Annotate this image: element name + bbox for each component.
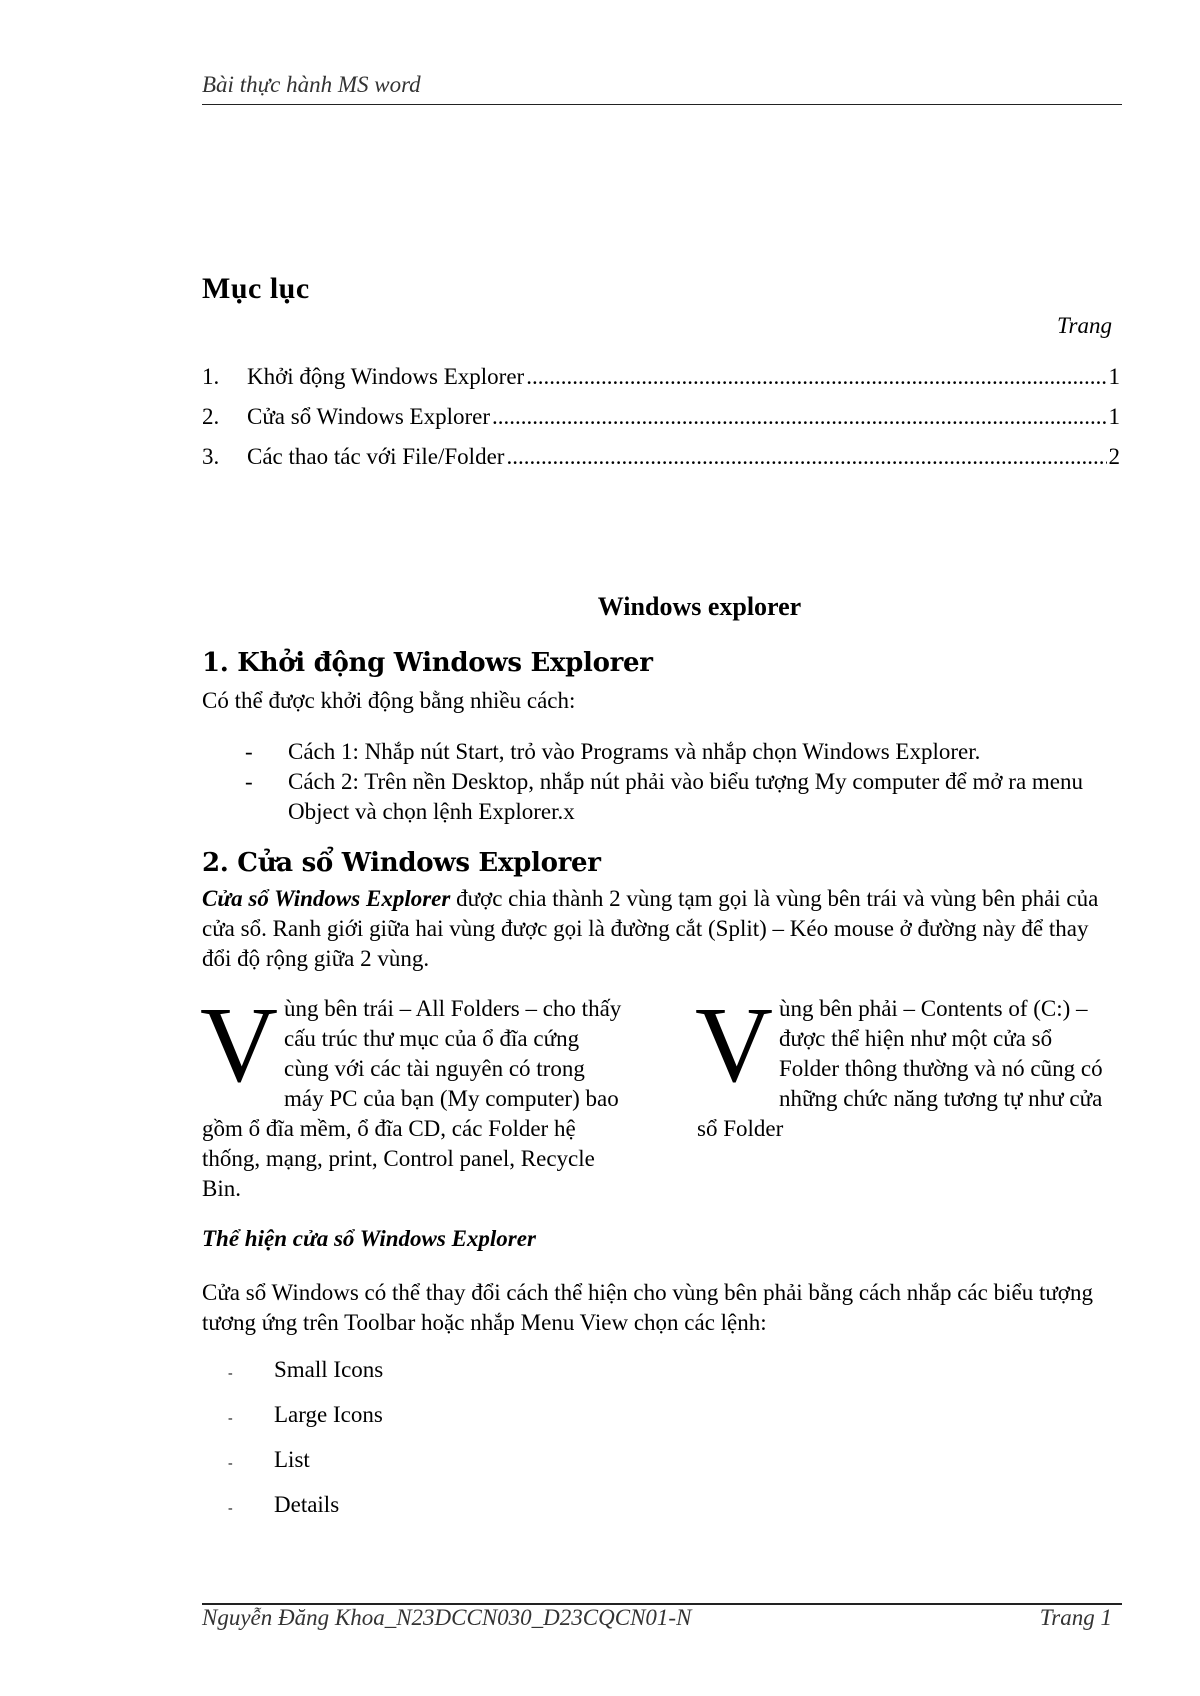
toc-entry-page: 1 [1108, 404, 1120, 429]
section-1-bullet-list [245, 737, 1120, 827]
toc-entry[interactable] [202, 404, 1120, 444]
bullet-text: Cách 1: Nhắp nút Start, trỏ vào Programs và nhắp chọn Windows Explorer. [288, 739, 981, 764]
toc-entry-label: Các thao tác với File/Folder [247, 444, 505, 469]
table-of-contents [202, 364, 1120, 484]
list-item [228, 1492, 383, 1537]
view-option-label: Small Icons [274, 1357, 384, 1382]
left-column [200, 986, 622, 1204]
emphasized-term: Cửa sổ Windows Explorer [202, 886, 451, 911]
list-item [228, 1447, 383, 1492]
bullet-mark: - [228, 1366, 233, 1381]
bullet-item [245, 767, 1120, 827]
views-intro: Cửa sổ Windows có thể thay đổi cách thể hiện cho vùng bên phải bằng cách nhắp các biểu tượng tương ứng trên Toolbar hoặc nhắp Menu View chọn các lệnh: [202, 1280, 1093, 1335]
toc-entry-label: Cửa sổ Windows Explorer [247, 404, 491, 429]
view-options-list [228, 1357, 383, 1537]
subsection-heading: Thể hiện cửa sổ Windows Explorer [202, 1226, 536, 1251]
document-title: Windows explorer [597, 592, 802, 621]
toc-page-label: Trang [1057, 313, 1112, 338]
section-1-intro: Có thể được khởi động bằng nhiều cách: [202, 688, 576, 713]
toc-dot-leader [526, 364, 1106, 390]
section-2-heading: 2. Cửa sổ Windows Explorer [202, 848, 601, 878]
list-item [228, 1357, 383, 1402]
bullet-mark: - [228, 1456, 233, 1471]
view-option-label: List [274, 1447, 310, 1472]
paragraph-text: được chia thành 2 vùng tạm gọi là vùng bên trái và vùng bên phải của cửa sổ. Ranh giới giữa hai vùng được gọi là đường cắt (Split) – Kéo mouse ở đường này để thay đổi độ rộng giữa 2 vùng. [202, 886, 1099, 971]
bullet-item [245, 737, 1120, 767]
page-header: Bài thực hành MS word [202, 72, 421, 97]
drop-cap: V [695, 986, 773, 1105]
toc-entry-number: 1. [202, 364, 220, 389]
bullet-mark: - [228, 1501, 233, 1516]
toc-entry-page: 1 [1108, 364, 1120, 389]
right-column-text: ùng bên phải – Contents of (C:) – được thể hiện như một cửa sổ Folder thông thường và nó cũng có những chức năng tương tự như cửa sổ Folder [697, 996, 1103, 1141]
view-option-label: Large Icons [274, 1402, 383, 1427]
list-item [228, 1402, 383, 1447]
toc-entry-label: Khởi động Windows Explorer [247, 364, 525, 389]
toc-entry-page: 2 [1108, 444, 1120, 469]
header-divider [202, 104, 1122, 105]
footer-author: Nguyễn Đăng Khoa_N23DCCN030_D23CQCN01-N [202, 1605, 692, 1630]
left-column-text: ùng bên trái – All Folders – cho thấy cấu trúc thư mục của ổ đĩa cứng cùng với các tài nguyên có trong máy PC của bạn (My computer) bao gồm ổ đĩa mềm, ổ đĩa CD, các Folder hệ thống, mạng, print, Control panel, Recycle Bin. [202, 996, 622, 1201]
toc-entry[interactable] [202, 364, 1120, 404]
right-column [695, 986, 1117, 1144]
view-option-label: Details [274, 1492, 340, 1517]
drop-cap: V [200, 986, 278, 1105]
toc-entry[interactable] [202, 444, 1120, 484]
bullet-mark: - [245, 739, 253, 764]
bullet-mark: - [228, 1411, 233, 1426]
toc-entry-number: 3. [202, 444, 220, 469]
section-1-heading: 1. Khởi động Windows Explorer [202, 648, 653, 678]
section-2-paragraph [202, 884, 1122, 974]
bullet-mark: - [245, 769, 253, 794]
toc-dot-leader [506, 444, 1106, 470]
bullet-text: Cách 2: Trên nền Desktop, nhắp nút phải vào biểu tượng My computer để mở ra menu Object và chọn lệnh Explorer.x [288, 769, 1084, 824]
toc-dot-leader [492, 404, 1106, 430]
footer-page-number: Trang 1 [1039, 1605, 1112, 1630]
toc-title: Mục lục [202, 272, 310, 305]
toc-entry-number: 2. [202, 404, 220, 429]
